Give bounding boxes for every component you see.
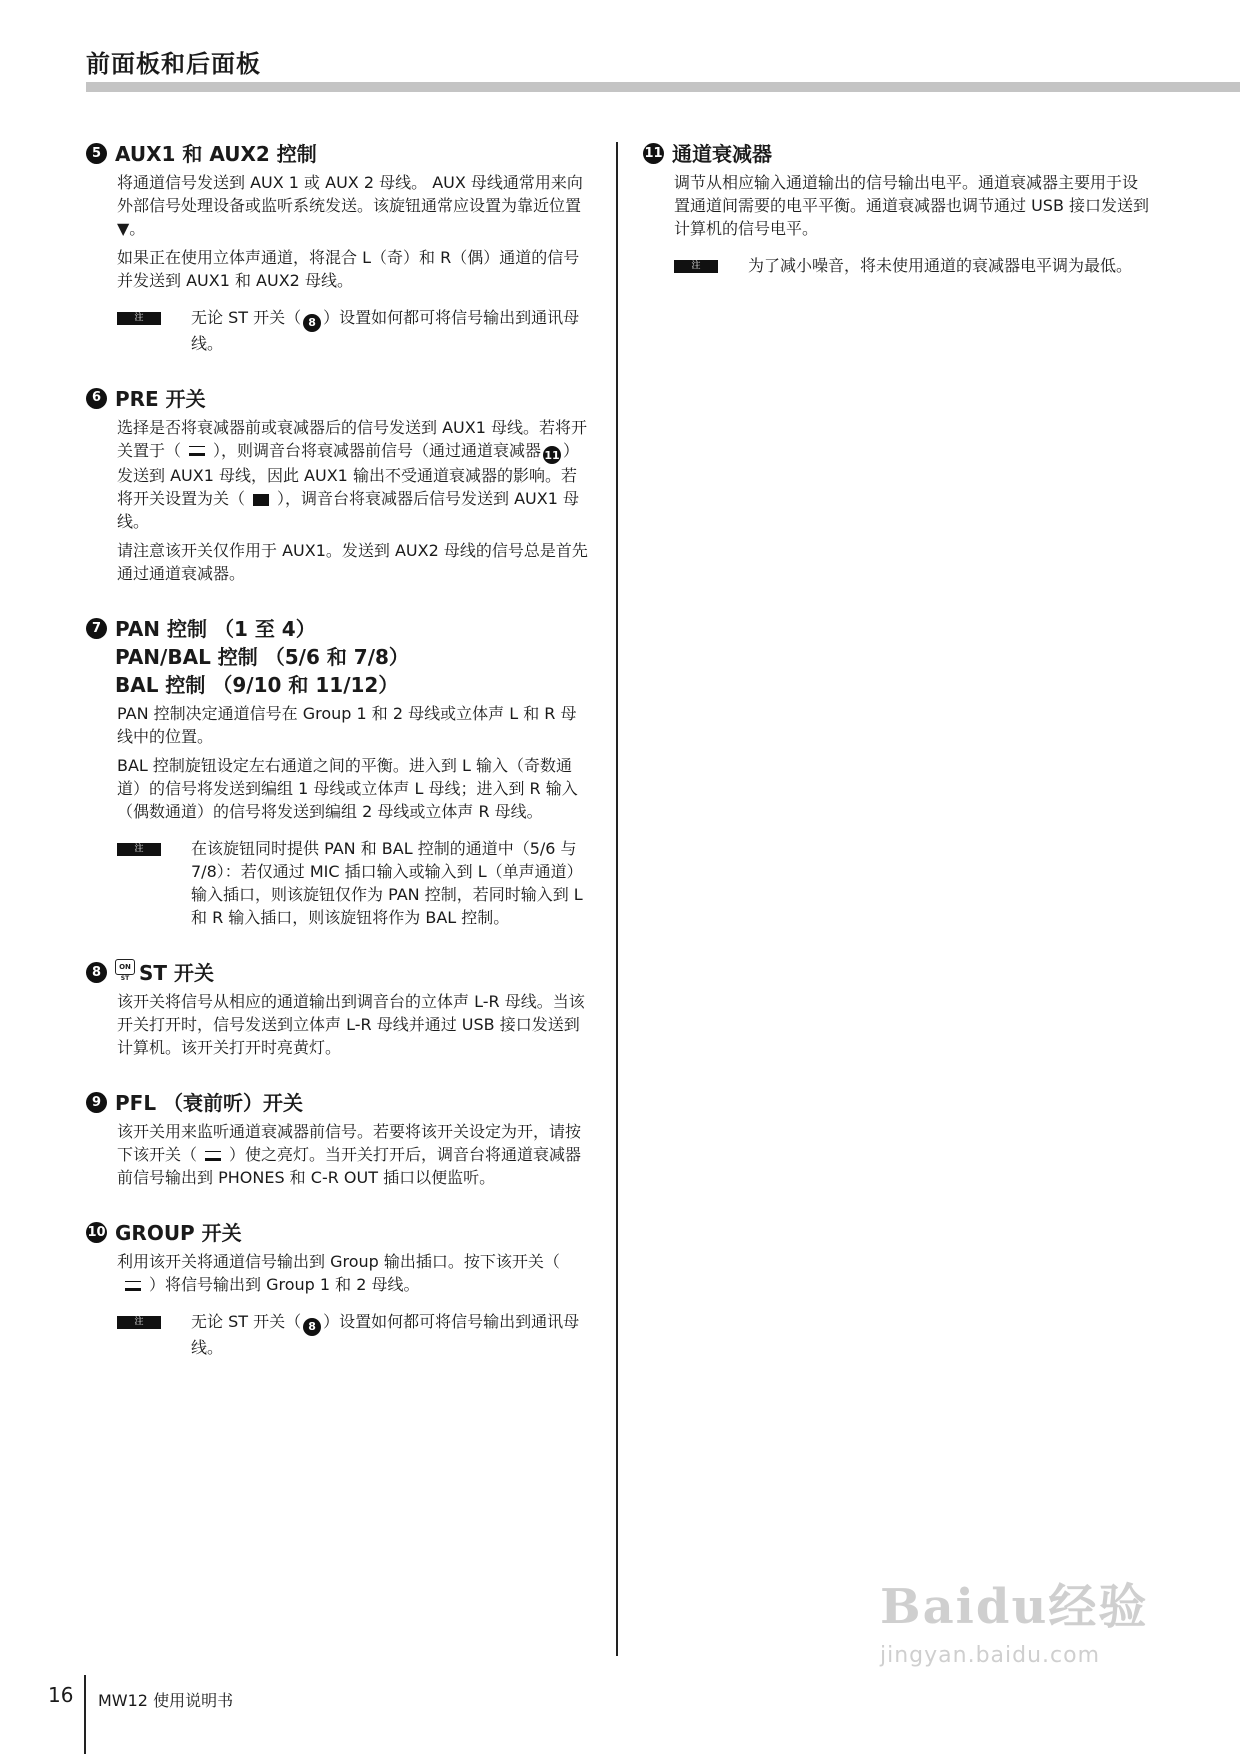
note	[674, 254, 1153, 277]
section-number-8: 8	[86, 962, 107, 983]
ref-number: 11	[543, 446, 561, 464]
section-number-6: 6	[86, 388, 107, 409]
section-pfl	[86, 1089, 591, 1189]
manual-title: MW12 使用说明书	[98, 1691, 234, 1710]
right-column	[643, 140, 1153, 307]
section-aux	[86, 140, 591, 355]
section-title: 通道衰减器	[672, 142, 772, 166]
note	[117, 837, 591, 929]
note-icon: 注	[117, 843, 161, 856]
page-title: 前面板和后面板	[86, 50, 261, 78]
st-button-icon: ON ST	[115, 959, 135, 982]
section-fader	[643, 140, 1153, 277]
paragraph: ）使之亮灯。当开关打开后，调音台将通道衰减器前信号输出到 PHONES 和 C-R OUT 插口以便监听。	[117, 1145, 582, 1187]
section-number-10: 10	[86, 1222, 107, 1243]
section-title: PAN 控制 （1 至 4）	[115, 617, 316, 641]
note-icon: 注	[117, 312, 161, 325]
left-column	[86, 140, 591, 1389]
note-icon: 注	[117, 1316, 161, 1329]
button-pressed-icon	[189, 446, 205, 456]
section-title: GROUP 开关	[115, 1221, 242, 1245]
header-rule	[86, 82, 1240, 92]
paragraph: ）将信号输出到 Group 1 和 2 母线。	[149, 1275, 420, 1294]
section-pre	[86, 385, 591, 586]
section-title: ST 开关	[139, 961, 215, 985]
section-number-11: 11	[643, 143, 664, 164]
section-pan	[86, 615, 591, 929]
paragraph: PAN 控制决定通道信号在 Group 1 和 2 母线或立体声 L 和 R 母线中的位置。	[117, 704, 577, 746]
paragraph: BAL 控制旋钮设定左右通道之间的平衡。进入到 L 输入（奇数通道）的信号将发送到编组 1 母线或立体声 L 母线；进入到 R 输入（偶数通道）的信号将发送到编组 2 母线或立体声 R 母线。	[117, 756, 578, 821]
note	[117, 1310, 591, 1359]
paragraph: 请注意该开关仅作用于 AUX1。发送到 AUX2 母线的信号总是首先通过通道衰减器。	[117, 541, 588, 583]
section-title: AUX1 和 AUX2 控制	[115, 142, 317, 166]
button-pressed-icon	[125, 1281, 141, 1291]
column-divider	[616, 142, 618, 1656]
watermark	[880, 1568, 1180, 1708]
paragraph: ），则调音台将衰减器前信号（通过通道衰减器	[213, 440, 542, 460]
paragraph: 如果正在使用立体声通道，将混合 L（奇）和 R（偶）通道的信号并发送到 AUX1 和 AUX2 母线。	[117, 248, 580, 290]
paragraph: 选择是否将衰减器前或衰减器后的信号发送到 AUX1 母线。若将开关置于（	[117, 417, 587, 460]
section-title: PFL （衰前听）开关	[115, 1091, 304, 1115]
note-text: 为了减小噪音，将未使用通道的衰减器电平调为最低。	[748, 256, 1133, 275]
section-st	[86, 959, 591, 1059]
page-number: 16	[48, 1683, 74, 1707]
section-number-7: 7	[86, 618, 107, 639]
ref-number: 8	[303, 1318, 321, 1336]
watermark-logo: Baidu经验	[880, 1579, 1149, 1635]
note-text: 无论 ST 开关（	[191, 308, 302, 327]
paragraph: 该开关将信号从相应的通道输出到调音台的立体声 L-R 母线。当该开关打开时，信号发送到立体声 L-R 母线并通过 USB 接口发送到计算机。该开关打开时亮黄灯。	[117, 992, 585, 1057]
paragraph: ），调音台将衰减器后信号发送到 AUX1 母线。	[117, 489, 579, 531]
section-title: PAN/BAL 控制 （5/6 和 7/8）	[115, 645, 409, 669]
section-number-9: 9	[86, 1092, 107, 1113]
paragraph: 该开关用来监听通道衰减器前信号。若要将该开关设定为开，请按下该开关（	[117, 1122, 582, 1164]
section-title: PRE 开关	[115, 386, 206, 411]
section-title: BAL 控制 （9/10 和 11/12）	[115, 673, 399, 697]
note-text: ）设置如何都可将信号输出到通讯母线。	[191, 308, 580, 353]
ref-number: 8	[303, 314, 321, 332]
note	[117, 306, 591, 355]
paragraph: 利用该开关将通道信号输出到 Group 输出插口。按下该开关（	[117, 1252, 560, 1271]
button-released-icon	[253, 494, 269, 506]
footer-rule	[84, 1675, 86, 1754]
paragraph: 调节从相应输入通道输出的信号输出电平。通道衰减器主要用于设置通道间需要的电平平衡。通道衰减器也调节通过 USB 接口发送到计算机的信号电平。	[674, 173, 1150, 238]
button-pressed-icon	[205, 1151, 221, 1161]
note-text: 在该旋钮同时提供 PAN 和 BAL 控制的通道中（5/6 与 7/8）：若仅通过 MIC 插口输入或输入到 L（单声通道）输入插口，则该旋钮仅作为 PAN 控制，若同时输入到 L 和 R 输入插口，则该旋钮将作为 BAL 控制。	[191, 839, 583, 927]
watermark-url: jingyan.baidu.com	[880, 1643, 1101, 1668]
section-number-5: 5	[86, 143, 107, 164]
note-text: ）设置如何都可将信号输出到通讯母线。	[191, 1312, 580, 1357]
note-icon: 注	[674, 260, 718, 273]
section-group	[86, 1219, 591, 1359]
note-text: 无论 ST 开关（	[191, 1312, 302, 1331]
paragraph: 将通道信号发送到 AUX 1 或 AUX 2 母线。 AUX 母线通常用来向外部信号处理设备或监听系统发送。该旋钮通常应设置为靠近位置▼。	[117, 173, 583, 238]
paragraph: ）发送到 AUX1 母线，因此 AUX1 输出不受通道衰减器的影响。若将开关设置为关（	[117, 440, 580, 508]
